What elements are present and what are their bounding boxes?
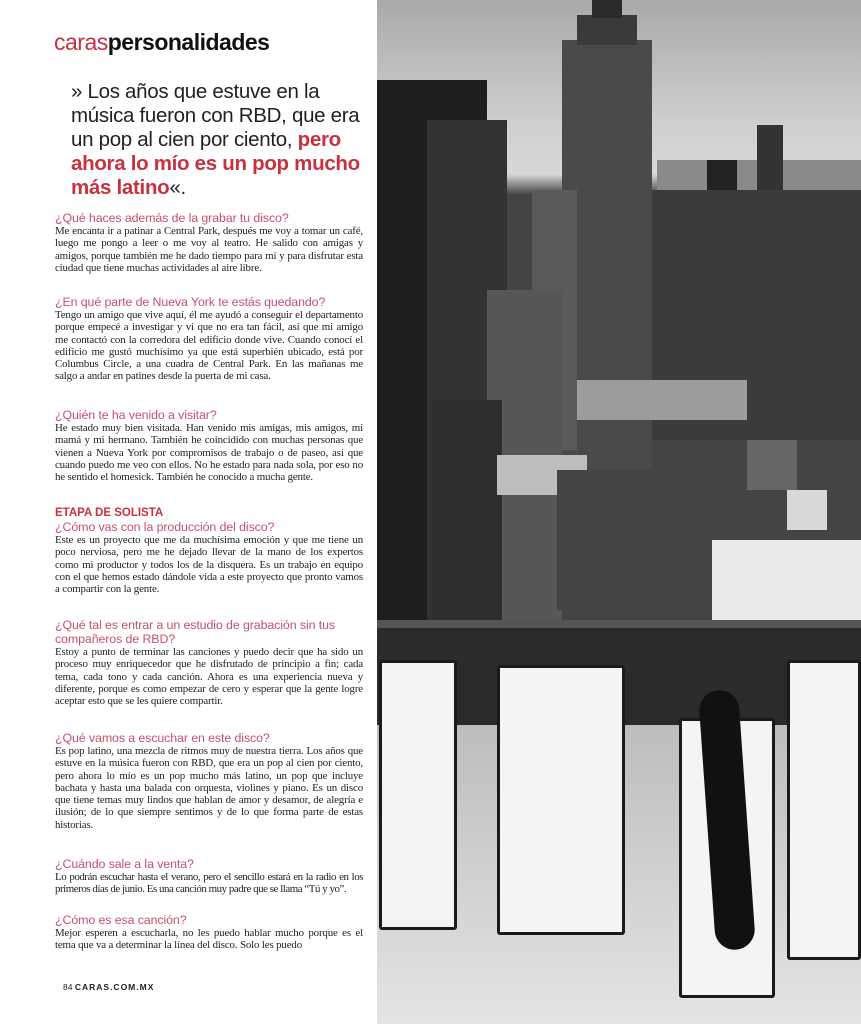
answer: Lo podrán escuchar hasta el verano, pero el sencillo estará en la radio en los primeros días de junio. Es una canción muy padre que se llama “Tú y yo”. xyxy=(55,871,363,896)
qa-block xyxy=(55,211,363,274)
qa-block xyxy=(55,295,363,383)
question: ¿Qué vamos a escuchar en este disco? xyxy=(55,731,270,745)
question: ¿Qué tal es entrar a un estudio de grabación sin tus compañeros de RBD? xyxy=(55,618,335,646)
question: ¿Cómo es esa canción? xyxy=(55,913,187,927)
answer: He estado muy bien visitada. Han venido mis amigas, mis amigos, mi mamá y mi hermano. También he coincidido con muchas personas que vienen a Nueva York por compromisos de trabajo o de paseo, así que cuando puedo me veo con ellos. No he estado para nada sola, por eso no he sentido el homesick. También he conocido a mucha gente. xyxy=(55,422,363,483)
question: ¿Cuándo sale a la venta? xyxy=(55,857,194,871)
rooftop-city-photo xyxy=(377,0,861,1024)
qa-block xyxy=(55,618,363,707)
question: ¿Quién te ha venido a visitar? xyxy=(55,408,217,422)
question: ¿Qué haces además de la grabar tu disco? xyxy=(55,211,289,225)
pull-quote: » Los años que estuve en la música fueron con RBD, que era un pop al cien por ciento, pero ahora lo mío es un pop mucho más latino«. xyxy=(71,80,360,199)
qa-block xyxy=(55,731,363,831)
answer: Estoy a punto de terminar las canciones y puedo decir que ha sido un proceso muy enriquecedor que he disfrutado de principio a fin; cada tema, cada tono y cada canción. Ahora es una experiencia nueva y diferente, porque es como empezar de cero y esperar que la gente logre aceptar esto que se les quiere compartir. xyxy=(55,646,363,707)
answer: Mejor esperen a escucharla, no les puedo hablar mucho porque es el tema que va a determinar la línea del disco. Solo les puedo xyxy=(55,927,363,952)
section-header: caraspersonalidades xyxy=(54,29,270,55)
answer: Este es un proyecto que me da muchísima emoción y que me tiene un poco nerviosa, pero me he dejado llevar de la mano de los expertos como mi productor y todos los de la disquera. Es un trabajo en equipo con el que hemos estado dándole vida a este proyecto que pronto vamos a compartir con la gente. xyxy=(55,534,363,595)
question: ¿En qué parte de Nueva York te estás quedando? xyxy=(55,295,326,309)
subhead: ETAPA DE SOLISTA xyxy=(55,507,164,519)
qa-block xyxy=(55,408,363,483)
question: ¿Cómo vas con la producción del disco? xyxy=(55,520,275,534)
article-column xyxy=(0,0,377,1024)
qa-block xyxy=(55,507,363,595)
answer: Es pop latino, una mezcla de ritmos muy de nuestra tierra. Los años que estuve en la música fueron con RBD, que era un pop al cien por ciento, pero ahora lo mío es un pop mucho más latino, un pop que incluye bachata y hasta una balada con orquesta, violines y piano. Es un disco que tiene temas muy lindos que hablan de amor y desamor, de alegría e ilusión; de lo que siempre sentimos y de lo que forma parte de estas historias. xyxy=(55,745,363,831)
qa-block xyxy=(55,913,363,952)
qa-block xyxy=(55,857,363,896)
answer: Me encanta ir a patinar a Central Park, después me voy a tomar un café, luego me pongo a leer o me voy al teatro. He salido con amigas y amigos, porque también me he dado tiempo para mí y para disfrutar esta ciudad que tiene muchas actividades al aire libre. xyxy=(55,225,363,274)
answer: Tengo un amigo que vive aquí, él me ayudó a conseguir el departamento porque empecé a investigar y vi que no era tan fácil, así que mi amigo me contactó con la corredora del edificio donde vive. Cuando conocí el edificio me gustó muchísimo ya que está superbién ubicado, está por Columbus Circle, a una cuadra de Central Park. En las mañanas me salgo a andar en patines desde la puerta de mi casa. xyxy=(55,309,363,383)
page-footer: 84 CARAS.COM.MX xyxy=(63,982,155,992)
